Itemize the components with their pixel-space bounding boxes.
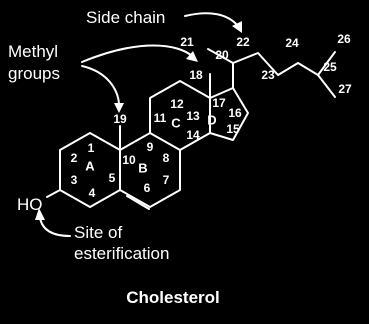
carbon-8: 8 xyxy=(162,151,170,165)
carbon-12: 12 xyxy=(170,97,184,111)
carbon-2: 2 xyxy=(70,151,78,165)
carbon-6: 6 xyxy=(143,181,151,195)
c5-c6-double-bond xyxy=(127,196,149,209)
ring-a-label: A xyxy=(85,158,95,174)
carbon-18: 18 xyxy=(189,68,203,82)
carbon-5: 5 xyxy=(108,171,116,185)
diagram-title: Cholesterol xyxy=(126,288,220,307)
side-chain-bonds xyxy=(233,53,318,88)
carbon-11: 11 xyxy=(153,111,167,125)
methyl-groups-label-line2: groups xyxy=(8,64,60,83)
methyl-arrow-c19 xyxy=(82,66,119,104)
carbon-15: 15 xyxy=(226,122,240,136)
methyl-arrow-c18 xyxy=(82,46,192,63)
carbon-7: 7 xyxy=(162,173,170,187)
esterification-arrow xyxy=(40,218,70,236)
ring-b-label: B xyxy=(138,160,148,176)
carbon-22: 22 xyxy=(236,35,250,49)
carbon-19: 19 xyxy=(113,112,127,126)
carbon-17: 17 xyxy=(212,96,226,110)
carbon-9: 9 xyxy=(146,140,154,154)
methyl-groups-label-line1: Methyl xyxy=(8,42,59,61)
esterification-label-line1: Site of xyxy=(74,223,123,242)
carbon-14: 14 xyxy=(186,128,200,142)
c27-bond xyxy=(318,75,335,97)
esterification-label-line2: esterification xyxy=(74,244,170,263)
carbon-20: 20 xyxy=(215,48,229,62)
carbon-21: 21 xyxy=(180,35,194,49)
carbon-13: 13 xyxy=(186,109,200,123)
carbon-26: 26 xyxy=(337,32,351,46)
carbon-4: 4 xyxy=(88,186,96,200)
carbon-3: 3 xyxy=(70,173,78,187)
carbon-27: 27 xyxy=(338,82,352,96)
carbon-1: 1 xyxy=(87,141,95,155)
side-chain-label: Side chain xyxy=(86,8,166,27)
carbon-24: 24 xyxy=(285,36,299,50)
carbon-16: 16 xyxy=(228,106,242,120)
ring-c-label: C xyxy=(171,115,181,131)
hydroxyl-label: HO xyxy=(17,195,43,214)
carbon-10: 10 xyxy=(122,153,136,167)
carbon-23: 23 xyxy=(261,68,275,82)
c3-oxygen-bond xyxy=(47,190,60,197)
carbon-25: 25 xyxy=(323,60,337,74)
ring-d-label: D xyxy=(207,112,217,128)
side-chain-arrow xyxy=(185,13,238,26)
